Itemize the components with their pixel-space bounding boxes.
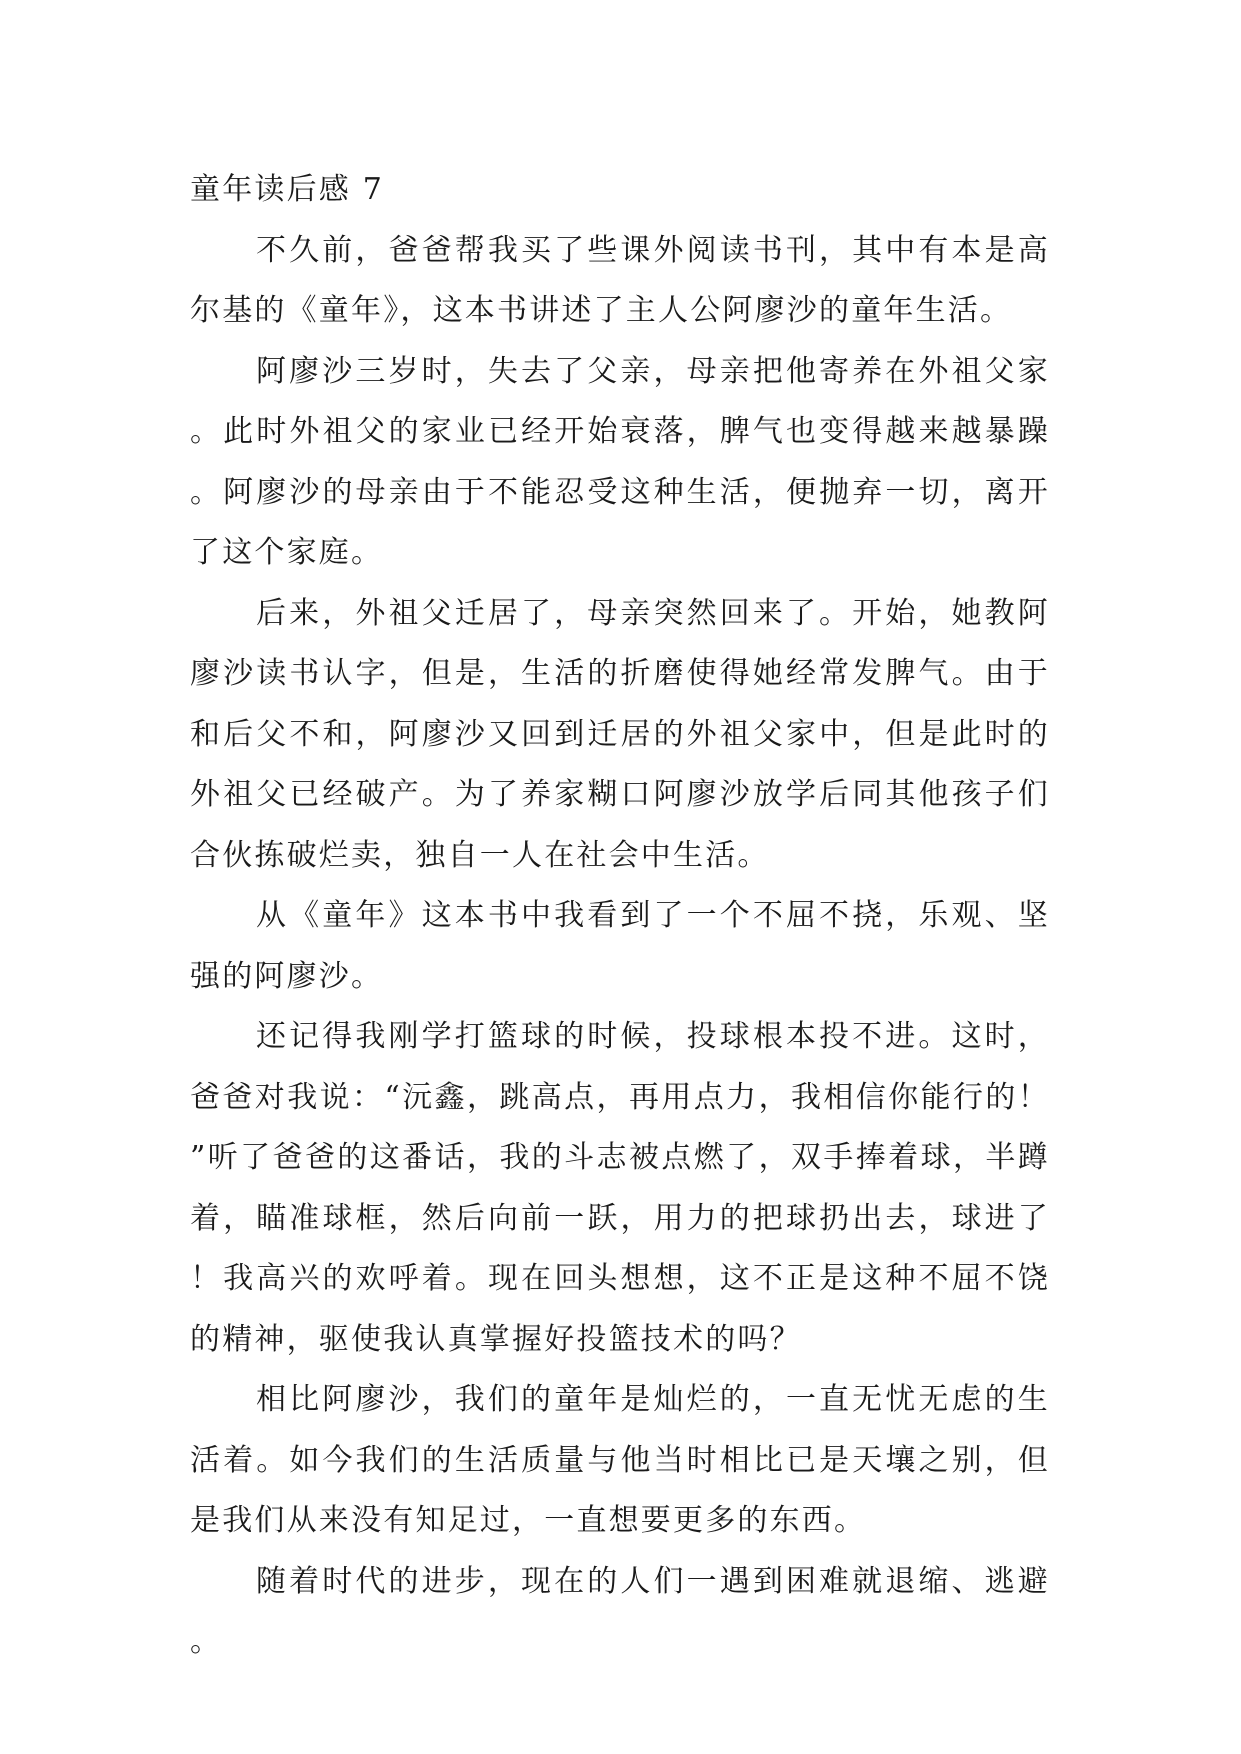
paragraph-5: 还记得我刚学打篮球的时候，投球根本投不进。这时，爸爸对我说：“沅鑫，跳高点，再用点力，我相信你能行的！”听了爸爸的这番话，我的斗志被点燃了，双手捧着球，半蹲着，瞄准球框，然后向前一跃，用力的把球扔出去，球进了！我高兴的欢呼着。现在回头想想，这不正是这种不屈不饶的精神，驱使我认真掌握好投篮技术的吗？ bbox=[190, 1019, 1050, 1357]
paragraph-1: 不久前，爸爸帮我买了些课外阅读书刊，其中有本是高尔基的《童年》，这本书讲述了主人公阿廖沙的童年生活。 bbox=[190, 232, 1050, 328]
paragraph-3: 后来，外祖父迁居了，母亲突然回来了。开始，她教阿廖沙读书认字，但是，生活的折磨使得她经常发脾气。由于和后父不和，阿廖沙又回到迁居的外祖父家中，但是此时的外祖父已经破产。为了养家糊口阿廖沙放学后同其他孩子们合伙拣破烂卖，独自一人在社会中生活。 bbox=[190, 595, 1050, 873]
document-title: 童年读后感 7 bbox=[190, 172, 385, 207]
paragraph-7: 随着时代的进步，现在的人们一遇到困难就退缩、逃避。 bbox=[190, 1563, 1050, 1659]
paragraph-6: 相比阿廖沙，我们的童年是灿烂的，一直无忧无虑的生活着。如今我们的生活质量与他当时相比已是天壤之别，但是我们从来没有知足过，一直想要更多的东西。 bbox=[190, 1382, 1050, 1538]
document-page bbox=[190, 160, 1050, 1673]
paragraph-2: 阿廖沙三岁时，失去了父亲，母亲把他寄养在外祖父家。此时外祖父的家业已经开始衰落，脾气也变得越来越暴躁。阿廖沙的母亲由于不能忍受这种生活，便抛弃一切，离开了这个家庭。 bbox=[190, 353, 1050, 570]
paragraph-4: 从《童年》这本书中我看到了一个不屈不挠，乐观、坚强的阿廖沙。 bbox=[190, 898, 1050, 994]
